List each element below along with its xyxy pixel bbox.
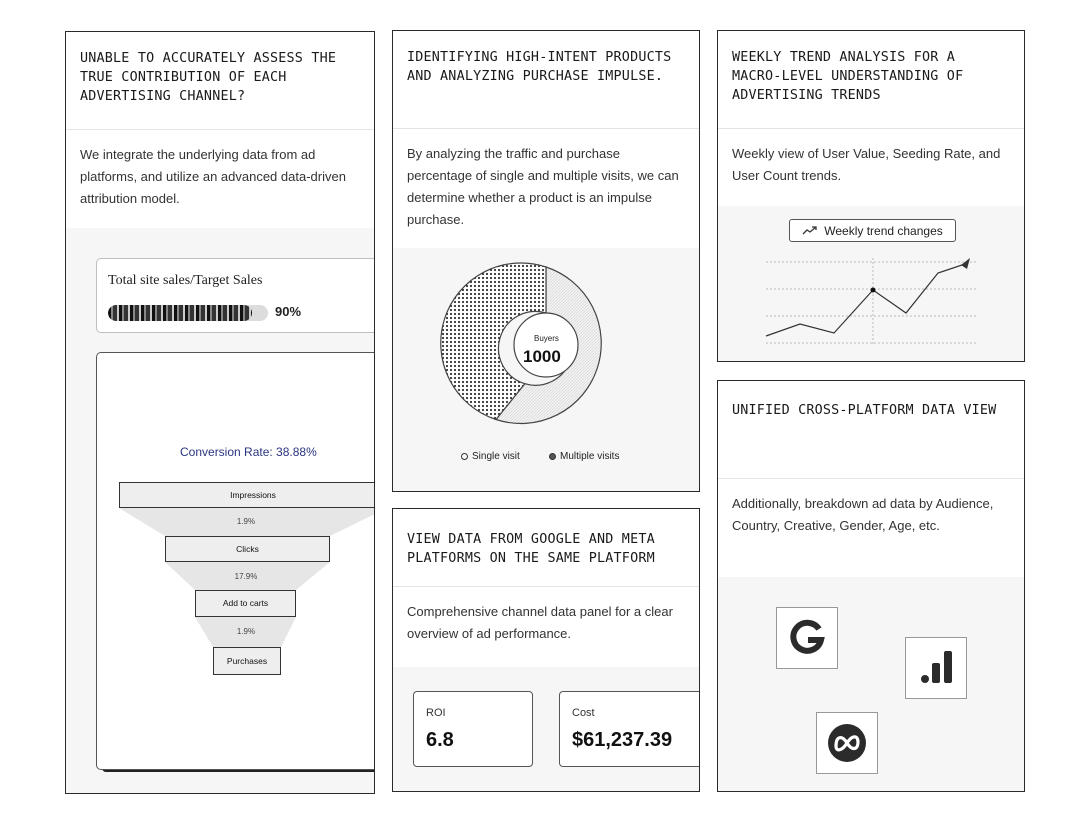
sales-progress-bar xyxy=(108,305,268,321)
legend-label: Multiple visits xyxy=(560,451,620,462)
purchase-intent-visual xyxy=(393,248,699,491)
card-title: IDENTIFYING HIGH-INTENT PRODUCTS AND ANALYZING PURCHASE IMPULSE. xyxy=(393,31,699,129)
metric-value: 6.8 xyxy=(426,729,454,751)
meta-logo-icon xyxy=(816,712,878,774)
card-description: Additionally, breakdown ad data by Audience, Country, Creative, Gender, Age, etc. xyxy=(732,496,994,533)
google-meta-card xyxy=(392,508,700,792)
donut-center-label: Buyers xyxy=(534,334,559,343)
metric-card-roi xyxy=(413,691,533,767)
funnel-step-purchases: Purchases xyxy=(213,647,281,675)
sales-progress-fill xyxy=(108,305,252,321)
funnel-step-clicks: Clicks xyxy=(165,536,330,562)
funnel-box xyxy=(96,352,375,770)
sales-progress-box xyxy=(96,258,375,333)
google-meta-visual xyxy=(393,667,699,791)
legend-marker xyxy=(461,453,468,460)
weekly-trend-card xyxy=(717,30,1025,362)
card-title: UNABLE TO ACCURATELY ASSESS THE TRUE CONTRIBUTION OF EACH ADVERTISING CHANNEL? xyxy=(66,32,374,130)
sales-progress-title: Total site sales/Target Sales xyxy=(108,273,263,288)
metric-card-cost xyxy=(559,691,700,767)
card-description: Weekly view of User Value, Seeding Rate, and User Count trends. xyxy=(732,146,1001,183)
card-description: By analyzing the traffic and purchase percentage of single and multiple visits, we can determine whether a product is an impulse purchase. xyxy=(407,146,679,227)
legend-label: Single visit xyxy=(472,451,520,462)
purchase-intent-card xyxy=(392,30,700,492)
metric-label: ROI xyxy=(426,707,446,719)
funnel-rate: 17.9% xyxy=(234,572,258,581)
legend-marker xyxy=(549,453,556,460)
funnel-rate: 1.9% xyxy=(236,517,256,526)
funnel-connectors xyxy=(97,353,375,771)
google-analytics-icon xyxy=(905,637,967,699)
card-title: WEEKLY TREND ANALYSIS FOR A MACRO-LEVEL UNDERSTANDING OF ADVERTISING TRENDS xyxy=(718,31,1024,129)
platform-logos-visual xyxy=(718,577,1024,791)
metric-value: $61,237.39 xyxy=(572,729,673,751)
card-title: VIEW DATA FROM GOOGLE AND META PLATFORMS ON THE SAME PLATFORM xyxy=(393,509,699,587)
conversion-rate: Conversion Rate: 38.88% xyxy=(180,445,317,459)
weekly-trend-line-chart xyxy=(718,206,1025,362)
funnel-step-impressions: Impressions xyxy=(119,482,375,508)
funnel-rate: 1.9% xyxy=(236,627,256,636)
attribution-visual xyxy=(66,228,374,793)
card-description: We integrate the underlying data from ad platforms, and utilize an advanced data-driven attribution model. xyxy=(80,147,346,206)
funnel-step-add-to-carts: Add to carts xyxy=(195,590,296,617)
legend-item-single-visit xyxy=(461,451,520,462)
card-description: Comprehensive channel data panel for a clear overview of ad performance. xyxy=(407,604,673,641)
card-title: UNIFIED CROSS-PLATFORM DATA VIEW xyxy=(718,381,1024,479)
attribution-card xyxy=(65,31,375,794)
google-logo-icon xyxy=(776,607,838,669)
sales-progress-percent: 90% xyxy=(275,304,302,319)
donut-center-value: 1000 xyxy=(523,347,561,366)
visits-donut-chart xyxy=(393,248,700,492)
weekly-trend-visual xyxy=(718,206,1024,361)
unified-data-card xyxy=(717,380,1025,792)
legend-item-multiple-visits xyxy=(549,451,619,462)
chip-label: Weekly trend changes xyxy=(824,223,943,238)
metric-label: Cost xyxy=(572,707,595,719)
